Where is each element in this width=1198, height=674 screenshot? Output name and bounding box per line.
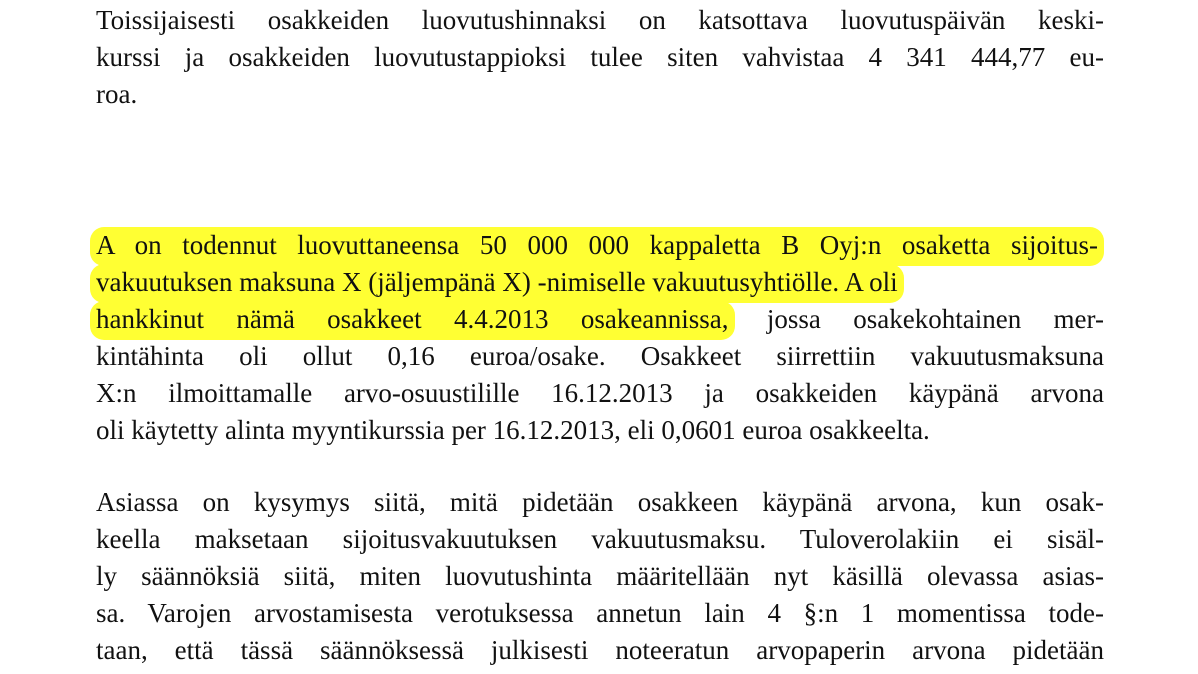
text-line: keella maksetaan sijoitusvakuutuksen vakuutusmaksu. Tuloverolakiin ei sisäl- — [96, 524, 1104, 554]
text-line: sa. Varojen arvostamisesta verotuksessa annetun lain 4 §:n 1 momentissa tode- — [96, 598, 1104, 628]
text-line: Toissijaisesti osakkeiden luovutushinnaksi on katsottava luovutuspäivän keski- — [96, 5, 1104, 35]
text-line: kintähinta oli ollut 0,16 euroa/osake. Osakkeet siirrettiin vakuutusmaksuna — [96, 341, 1104, 371]
paragraph-3 — [96, 484, 1104, 669]
text-line: Asiassa on kysymys siitä, mitä pidetään osakkeen käypänä arvona, kun osak- — [96, 487, 1104, 517]
paragraph-1 — [96, 2, 1104, 113]
paragraph-2 — [96, 227, 1104, 449]
text-line: X:n ilmoittamalle arvo-osuustilille 16.12.2013 ja osakkeiden käypänä arvona — [96, 378, 1104, 408]
highlight-mark: A on todennut luovuttaneensa 50 000 000 kappaletta B Oyj:n osaketta sijoitus- — [90, 227, 1104, 266]
highlight-mark: hankkinut nämä osakkeet 4.4.2013 osakeannissa, — [90, 301, 735, 340]
text-line: roa. — [96, 79, 138, 109]
text-line: oli käytetty alinta myyntikurssia per 16.12.2013, eli 0,0601 euroa osakkeelta. — [96, 415, 930, 445]
text-line — [96, 301, 1104, 338]
text-line-rest: jossa osakekohtainen mer- — [734, 304, 1104, 334]
text-line: taan, että tässä säännöksessä julkisesti noteeratun arvopaperin arvona pidetään — [96, 635, 1104, 665]
highlight-mark: vakuutuksen maksuna X (jäljempänä X) -nimiselle vakuutusyhtiölle. A oli — [90, 264, 904, 303]
highlighted-text-line — [96, 264, 1104, 301]
highlighted-text-line — [96, 227, 1104, 264]
text-line: kurssi ja osakkeiden luovutustappioksi tulee siten vahvistaa 4 341 444,77 eu- — [96, 42, 1104, 72]
text-line: ly säännöksiä siitä, miten luovutushinta määritellään nyt käsillä olevassa asias- — [96, 561, 1104, 591]
